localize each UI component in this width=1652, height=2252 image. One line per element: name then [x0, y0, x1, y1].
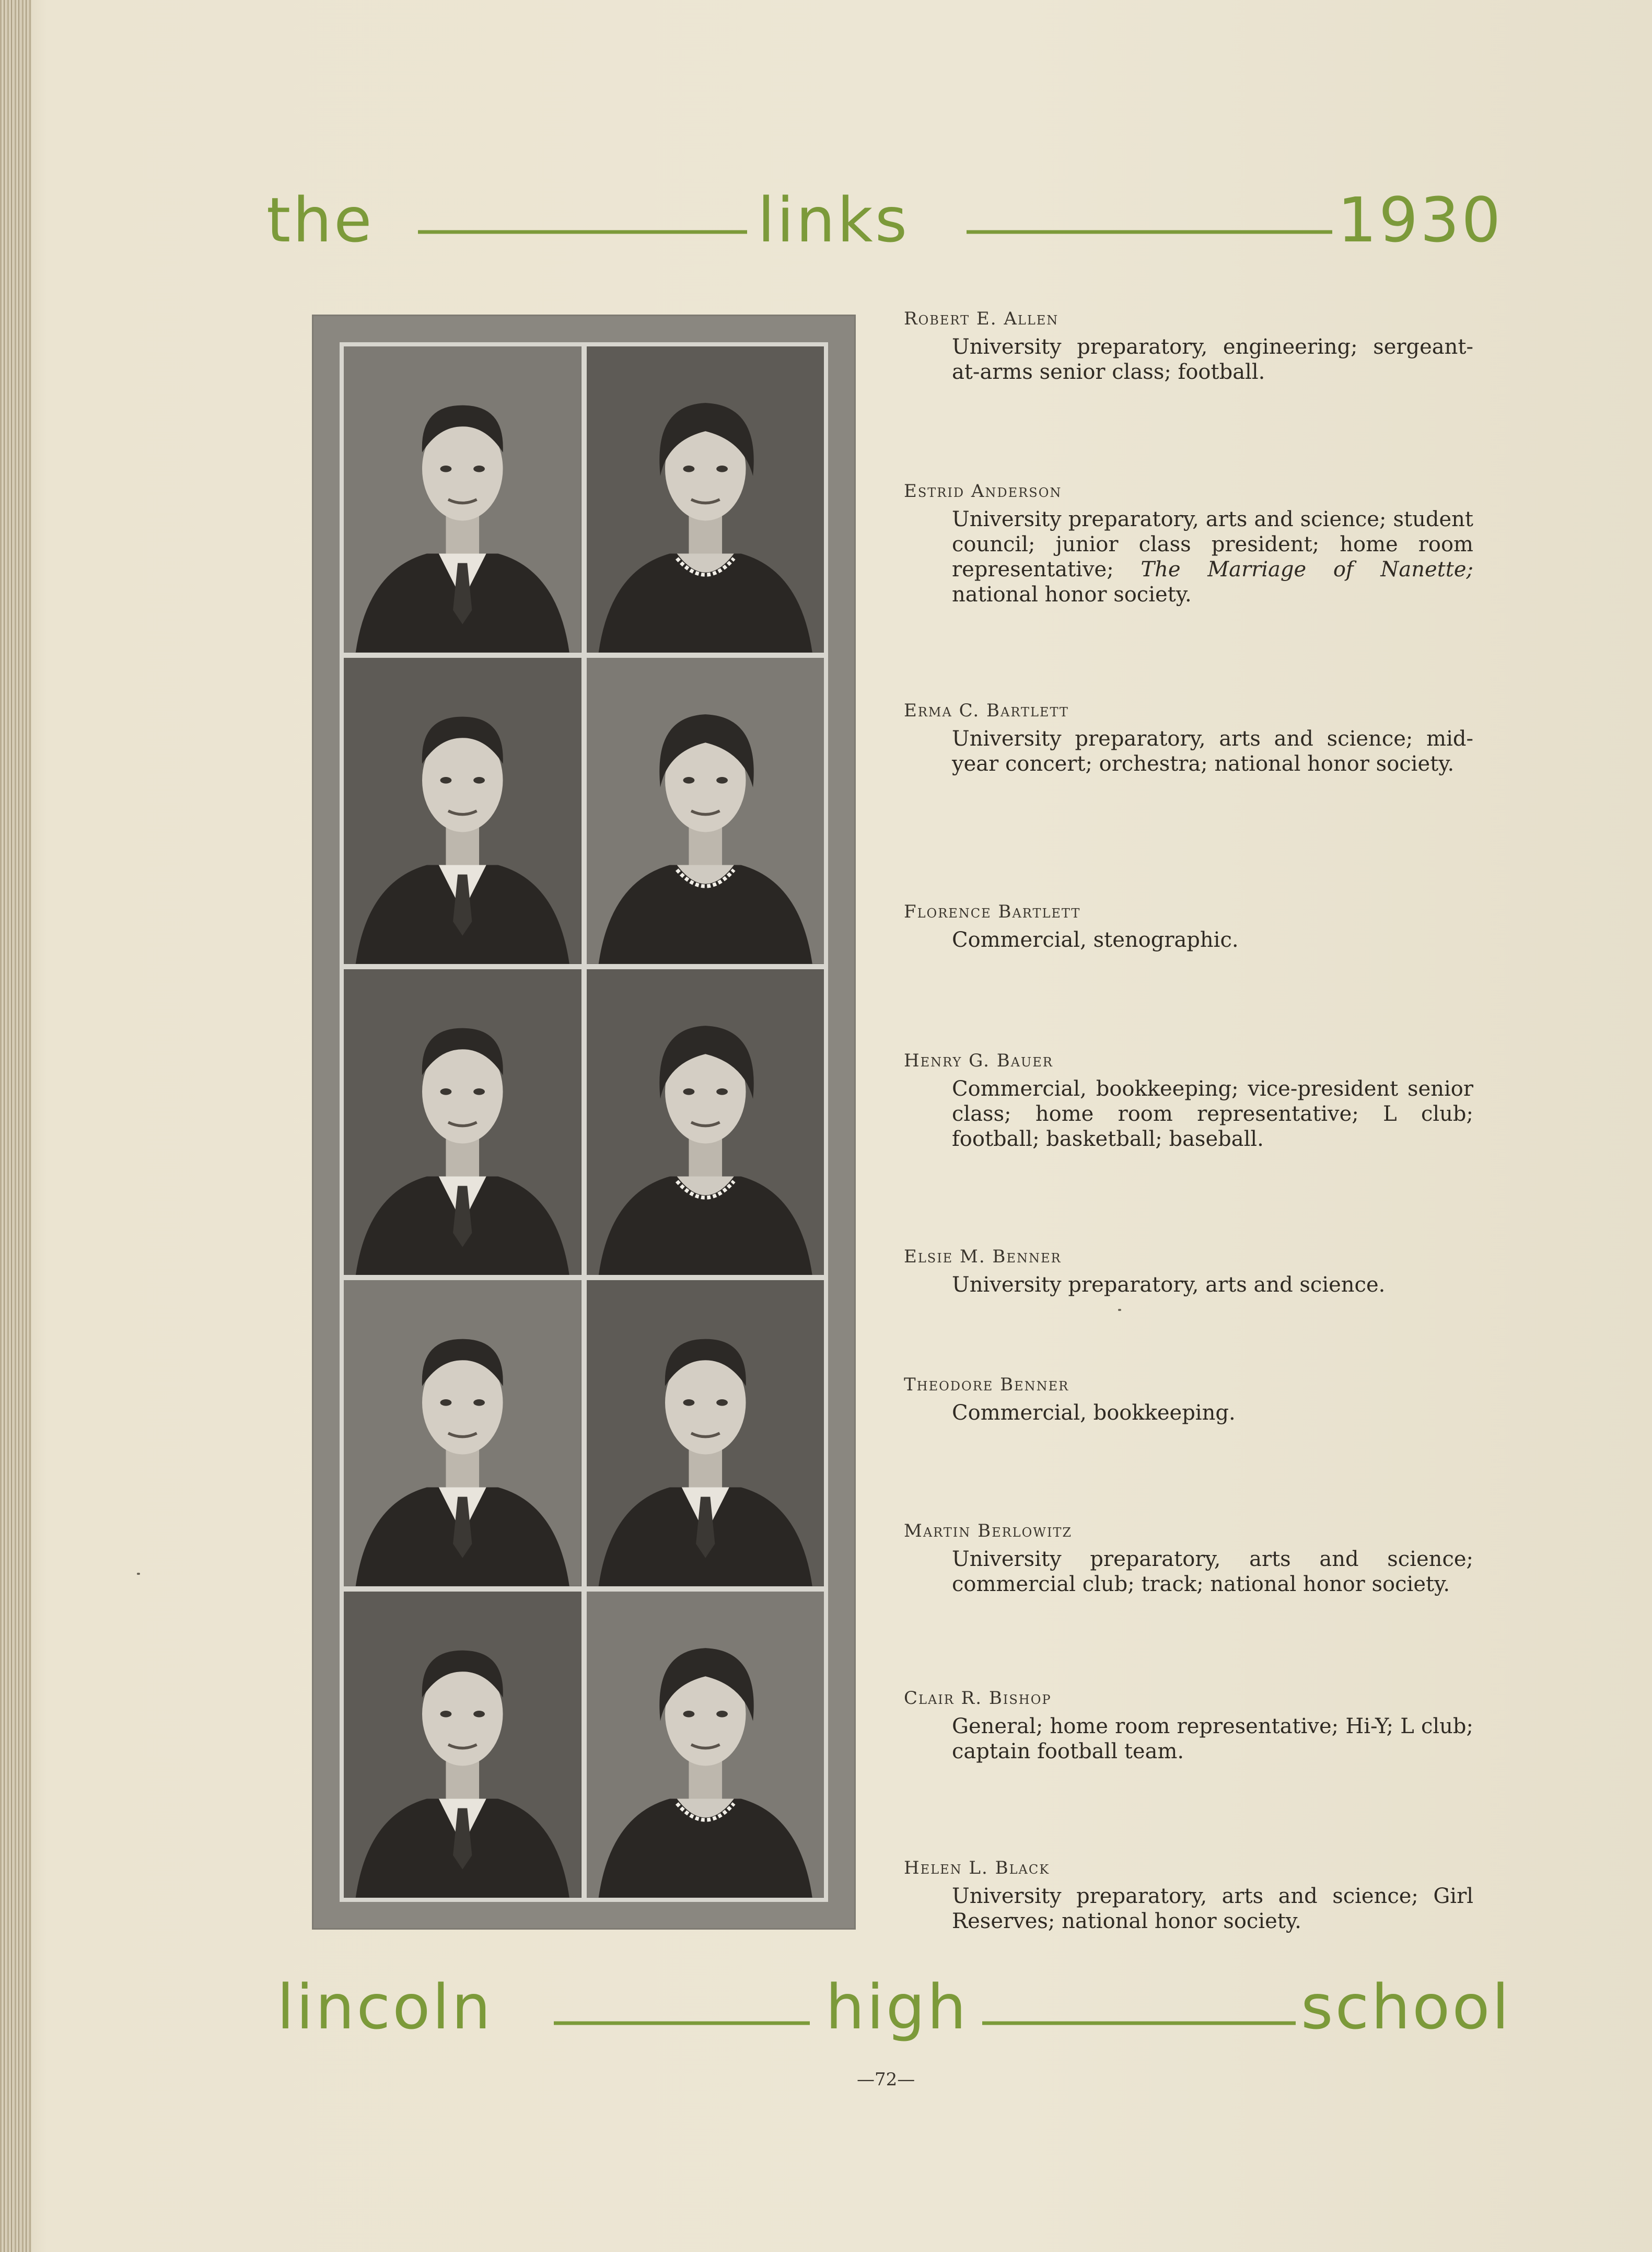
portrait-photo — [587, 658, 824, 964]
student-name: Estrid Anderson — [904, 481, 1062, 502]
book-spine-edge — [0, 0, 31, 2252]
student-name: Martin Berlowitz — [904, 1520, 1073, 1541]
student-entry — [904, 1374, 1473, 1425]
student-description: University preparatory, arts and science; commercial club; track; national honor society. — [952, 1547, 1473, 1596]
student-description: Commercial, stenographic. — [952, 928, 1239, 952]
student-entry — [904, 1246, 1473, 1297]
student-name: Helen L. Black — [904, 1858, 1050, 1878]
student-description: Commercial, bookkeeping. — [952, 1401, 1236, 1425]
portrait-photo — [344, 969, 581, 1275]
student-name: Clair R. Bishop — [904, 1688, 1052, 1709]
student-entry — [904, 1520, 1473, 1597]
portrait-grid — [340, 342, 828, 1902]
portrait-photo — [587, 1280, 824, 1586]
paper-speck — [137, 1573, 140, 1575]
portrait-photo — [587, 346, 824, 653]
description-text: University preparatory, arts and science; student council; junior class president; home room representative; — [952, 507, 1473, 582]
header-year: 1930 — [1337, 184, 1503, 256]
student-name: Erma C. Bartlett — [904, 700, 1069, 721]
page-header — [261, 178, 1515, 256]
student-name: Robert E. Allen — [904, 308, 1059, 329]
student-entry — [904, 700, 1473, 776]
photo-panel — [313, 316, 854, 1928]
student-description: University preparatory, arts and science; mid-year concert; orchestra; national honor society. — [952, 727, 1473, 776]
student-description: General; home room representative; Hi-Y; L club; captain football team. — [952, 1714, 1473, 1763]
student-entry — [904, 308, 1473, 385]
portrait-photo — [344, 1592, 581, 1898]
student-entry — [904, 1050, 1473, 1152]
description-italic-title: The Marriage of Nanette; — [1141, 558, 1474, 582]
student-name: Florence Bartlett — [904, 901, 1081, 922]
student-entry — [904, 901, 1473, 953]
student-description — [952, 507, 1473, 607]
paper-speck — [1118, 1309, 1121, 1311]
student-description: University preparatory, arts and science. — [952, 1273, 1386, 1297]
portrait-photo — [344, 658, 581, 964]
description-text: national honor society. — [952, 583, 1192, 607]
header-word-links: links — [758, 184, 910, 256]
portrait-photo — [344, 346, 581, 653]
student-description: University preparatory, arts and science; Girl Reserves; national honor society. — [952, 1884, 1473, 1933]
footer-word-school: school — [1301, 1971, 1511, 2043]
student-entry — [904, 1858, 1473, 1934]
student-description: Commercial, bookkeeping; vice-president senior class; home room representative; L club; football; basketball; baseball. — [952, 1077, 1473, 1151]
footer-word-lincoln: lincoln — [277, 1971, 493, 2043]
student-name: Henry G. Bauer — [904, 1050, 1053, 1071]
student-description: University preparatory, engineering; sergeant-at-arms senior class; football. — [952, 335, 1473, 384]
header-word-the: the — [266, 184, 374, 256]
portrait-photo — [587, 1592, 824, 1898]
student-entry — [904, 481, 1473, 607]
portrait-photo — [587, 969, 824, 1275]
footer-word-high: high — [825, 1971, 969, 2043]
page-footer — [261, 1965, 1515, 2043]
page-number: —72— — [857, 2069, 915, 2090]
student-name: Theodore Benner — [904, 1374, 1069, 1395]
student-entry — [904, 1688, 1473, 1764]
student-name: Elsie M. Benner — [904, 1246, 1062, 1267]
portrait-photo — [344, 1280, 581, 1586]
